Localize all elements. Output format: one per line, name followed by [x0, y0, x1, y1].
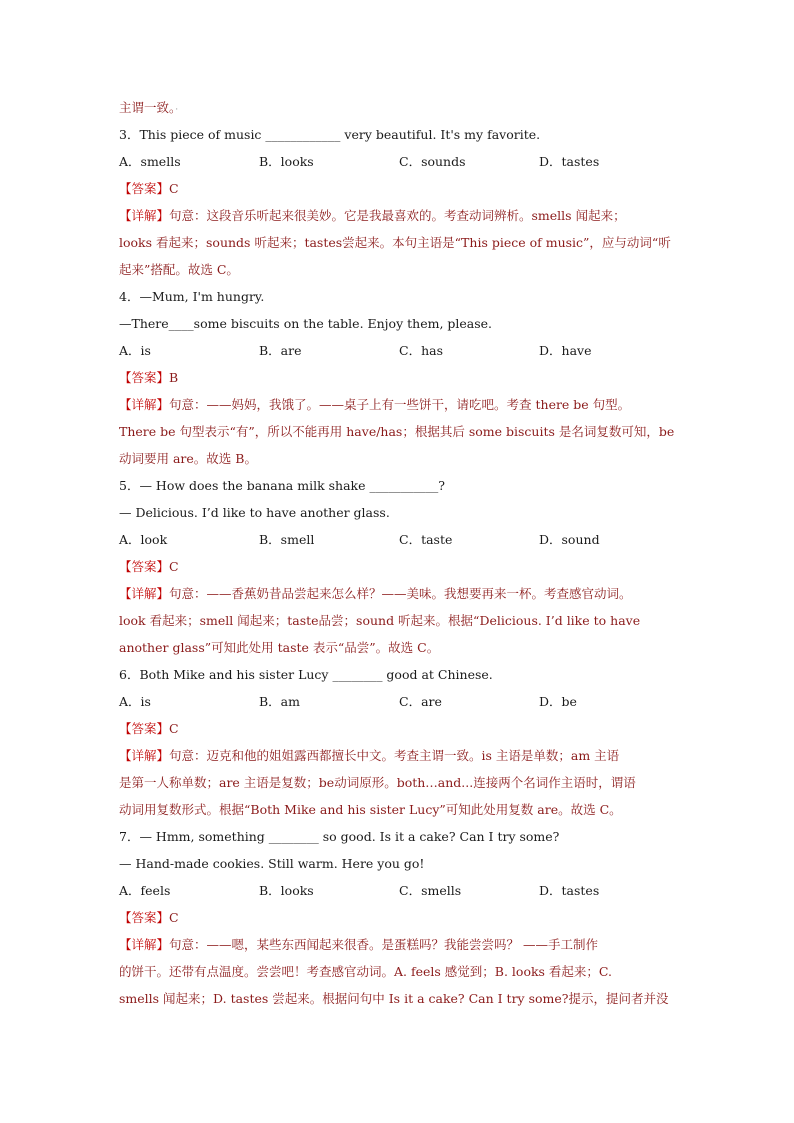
question-stem: — Delicious. I’d like to have another glass.	[119, 505, 390, 520]
detail-line: 【详解】句意：这段音乐听起来很美妙。它是我最喜欢的。考查动词辨析。smells 闻起来；	[119, 208, 626, 223]
question-stem: —There____some biscuits on the table. Enjoy them, please.	[119, 316, 493, 331]
detail-line: There be 句型表示“有”，所以不能再用 have/has；根据其后 some biscuits 是名词复数可知，be	[119, 424, 675, 439]
question-stem: 7．— Hmm, something ________ so good. Is it a cake? Can I try some?	[119, 829, 560, 844]
question-5	[119, 472, 679, 661]
option-a: A．feels	[119, 883, 171, 898]
answer-line	[119, 553, 679, 580]
option-b: B．looks	[259, 154, 314, 169]
document-page	[119, 94, 679, 1012]
option-d: D．sound	[539, 532, 600, 547]
answer-tag: 【答案】	[119, 910, 170, 925]
option-c: C．are	[399, 694, 442, 709]
detail-line: 【详解】句意：——嗯，某些东西闻起来很香。是蛋糕吗？我能尝尝吗？ ——手工制作	[119, 937, 598, 952]
option-d: D．be	[539, 694, 577, 709]
option-a: A．is	[119, 694, 151, 709]
answer-value: B	[169, 370, 179, 385]
detail-line: another glass”可知此处用 taste 表示“品尝”。故选 C。	[119, 640, 440, 655]
question-stem: 6．Both Mike and his sister Lucy ________ good at Chinese.	[119, 667, 493, 682]
detail-line: 【详解】句意：迈克和他的姐姐露西都擅长中文。考查主谓一致。is 主语是单数；am 主语	[119, 748, 620, 763]
detail-tag: 【详解】	[119, 208, 170, 223]
option-d: D．tastes	[539, 154, 600, 169]
answer-line	[119, 715, 679, 742]
option-a: A．look	[119, 532, 168, 547]
detail-line: 【详解】句意：——香蕉奶昔品尝起来怎么样？——美味。我想要再来一杯。考查感官动词。	[119, 586, 632, 601]
detail-line: 是第一人称单数；are 主语是复数；be动词原形。both…and...连接两个名词作主语时，谓语	[119, 775, 636, 790]
question-options	[119, 688, 679, 715]
question-options	[119, 148, 679, 175]
answer-tag: 【答案】	[119, 181, 170, 196]
option-b: B．looks	[259, 883, 314, 898]
option-c: C．smells	[399, 883, 462, 898]
option-a: A．smells	[119, 154, 181, 169]
option-b: B．smell	[259, 532, 315, 547]
option-d: D．tastes	[539, 883, 600, 898]
option-b: B．am	[259, 694, 300, 709]
question-options	[119, 337, 679, 364]
detail-line: smells 闻起来；D. tastes 尝起来。根据问句中 Is it a cake? Can I try some?提示，提问者并没	[119, 991, 669, 1006]
detail-tag: 【详解】	[119, 937, 170, 952]
question-4	[119, 283, 679, 472]
answer-line	[119, 364, 679, 391]
detail-line: looks 看起来；sounds 听起来；tastes尝起来。本句主语是“This piece of music”，应与动词“听	[119, 235, 671, 250]
detail-line: look 看起来；smell 闻起来；taste品尝；sound 听起来。根据“Delicious. I’d like to have	[119, 613, 641, 628]
question-options	[119, 877, 679, 904]
answer-value: C	[169, 559, 179, 574]
option-c: C．taste	[399, 532, 453, 547]
answer-tag: 【答案】	[119, 370, 170, 385]
detail-line: 的饼干。还带有点温度。尝尝吧！考查感官动词。A. feels 感觉到；B. looks 看起来；C.	[119, 964, 613, 979]
answer-tag: 【答案】	[119, 721, 170, 736]
question-options	[119, 526, 679, 553]
option-b: B．are	[259, 343, 302, 358]
question-7	[119, 823, 679, 1012]
answer-tag: 【答案】	[119, 559, 170, 574]
detail-line: 【详解】句意：——妈妈，我饿了。——桌子上有一些饼干，请吃吧。考查 there be 句型。	[119, 397, 631, 412]
answer-value: C	[169, 910, 179, 925]
option-c: C．sounds	[399, 154, 466, 169]
question-6	[119, 661, 679, 823]
option-c: C．has	[399, 343, 443, 358]
detail-tag: 【详解】	[119, 397, 170, 412]
answer-value: C	[169, 181, 179, 196]
option-d: D．have	[539, 343, 592, 358]
detail-tag: 【详解】	[119, 748, 170, 763]
question-stem: 4．—Mum, I'm hungry.	[119, 289, 265, 304]
option-a: A．is	[119, 343, 151, 358]
answer-line	[119, 175, 679, 202]
answer-value: C	[169, 721, 179, 736]
question-stem: 3．This piece of music ____________ very beautiful. It's my favorite.	[119, 127, 541, 142]
continuation-text: 主谓一致。·	[119, 100, 179, 115]
detail-tag: 【详解】	[119, 586, 170, 601]
detail-line: 动词要用 are。故选 B。	[119, 451, 257, 466]
question-stem: — Hand-made cookies. Still warm. Here you go!	[119, 856, 425, 871]
answer-line	[119, 904, 679, 931]
detail-line: 动词用复数形式。根据“Both Mike and his sister Lucy”可知此处用复数 are。故选 C。	[119, 802, 622, 817]
question-stem: 5．— How does the banana milk shake ___________?	[119, 478, 445, 493]
detail-line: 起来”搭配。故选 C。	[119, 262, 239, 277]
question-3	[119, 121, 679, 283]
